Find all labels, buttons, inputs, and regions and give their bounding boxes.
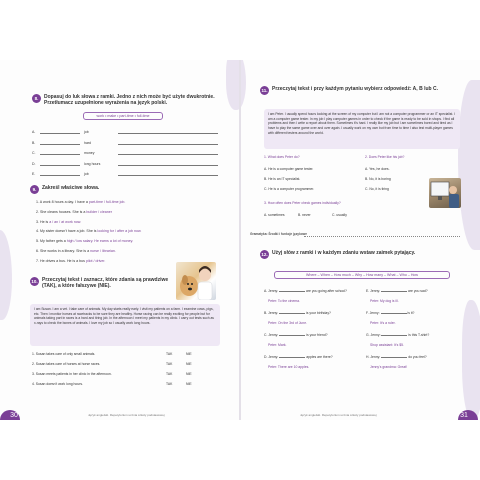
answer-option[interactable]: B. No, it is boring	[365, 177, 391, 181]
item-letter: A.	[32, 130, 36, 134]
answer-blank[interactable]	[279, 355, 305, 358]
exercise-8-header	[32, 94, 232, 106]
tak-option[interactable]: TAK	[166, 352, 173, 356]
answer-line: Peter: To the cinema.	[268, 299, 300, 303]
nie-option[interactable]: NIE	[186, 382, 192, 386]
purple-wash	[462, 300, 480, 420]
translation-blank[interactable]	[118, 151, 218, 155]
choice-options[interactable]: pilot / driver.	[85, 258, 106, 263]
item-word: hard	[84, 140, 92, 145]
fill-in-row	[32, 130, 232, 134]
answer-blank[interactable]	[381, 289, 407, 292]
exercise-9-header	[30, 185, 230, 194]
speaker-label: H. Jenny:	[366, 355, 382, 359]
answer-blank[interactable]	[40, 172, 80, 176]
answer-line: Peter: Mark.	[268, 343, 287, 347]
purple-wash	[458, 80, 480, 250]
dialogue-text: do you feel?	[407, 355, 427, 359]
page-right	[240, 60, 480, 420]
answer-option[interactable]: B. He is an IT specialist.	[264, 177, 301, 181]
section-divider	[304, 236, 460, 237]
grammar-section-label: Gramatyka: Środki i funkcje językowe	[250, 232, 308, 236]
item-word: long hours	[84, 161, 101, 166]
exercise-12-header	[260, 250, 460, 259]
nie-option[interactable]: NIE	[186, 352, 192, 356]
tak-option[interactable]: TAK	[166, 362, 173, 366]
sentence-text: 6. She works in a library. She is a	[36, 248, 91, 253]
answer-blank[interactable]	[279, 333, 305, 336]
speaker-label: E. Jenny:	[366, 289, 382, 293]
item-word: job	[84, 172, 89, 176]
item-letter: D.	[32, 161, 36, 166]
page-number: 31	[460, 411, 468, 419]
nie-option[interactable]: NIE	[186, 372, 192, 376]
gamer-photo	[429, 178, 461, 208]
page-number: 30	[10, 411, 18, 419]
exercise-instruction: Użyj słów z ramki i w każdym zdaniu wstaw zaimek pytający.	[272, 250, 416, 256]
true-false-statement: 3. Susan meets patients in her clinic in the afternoon.	[32, 372, 112, 376]
reading-text-panel: I am Peter. I usually spend hours looking at the screen of my computer but I am not a computer programmer or an IT specialist. I am a computer game tester. In my job I play computer games in order to check if the game is ready to be sold in shops. I find all problems and then I write a report about them. Sometimes it's hard. I really like my job but I am sometimes bored and tired as I have to play the same game over and over again. I usually work on my own but from time to time I also test multi-player games with different testers around the world.	[264, 109, 460, 149]
page-left	[0, 60, 240, 420]
choice-options[interactable]: looking for / after a job now.	[97, 229, 142, 234]
true-false-statement: 2. Susan takes care of horses at horse races.	[32, 362, 101, 366]
sentence-item	[36, 200, 206, 205]
translation-blank[interactable]	[118, 162, 218, 166]
sentence-item	[36, 220, 206, 225]
answer-line: Peter: There are 10 apples.	[268, 365, 310, 369]
answer-option[interactable]: C. usually	[332, 213, 347, 217]
translation-blank[interactable]	[118, 172, 218, 176]
speaker-label: F. Jenny:	[366, 311, 381, 315]
page-footer: Język angielski. Repetytorium ucznia szkoły podstawowej	[300, 413, 377, 417]
choice-options[interactable]: high / low salary. He earns a lot of money.	[66, 239, 134, 244]
exercise-instruction: Zakreśl właściwe słowa.	[42, 185, 100, 191]
choice-options[interactable]: nurse / librarian.	[90, 248, 116, 253]
answer-line: Peter: On the 3rd of June.	[268, 321, 308, 325]
answer-line: Peter: My dog is ill.	[370, 299, 399, 303]
sentence-text: 2. She cleans houses. She is a	[36, 209, 87, 214]
exercise-instruction: Przeczytaj tekst i przy każdym pytaniu wybierz odpowiedź: A, B lub C.	[272, 86, 438, 92]
answer-line: Shop assistant: It's $5.	[370, 343, 405, 347]
dialogue-line	[264, 289, 356, 294]
speaker-label: G. Jenny:	[366, 333, 382, 337]
sentence-text: 4. My sister doesn't have a job. She is	[36, 229, 98, 234]
question-text: 2. Does Peter like his job?	[365, 155, 405, 159]
dialogue-text: is this T-shirt?	[407, 333, 430, 337]
item-letter: E.	[32, 172, 36, 176]
page-footer: Język angielski. Repetytorium ucznia szkoły podstawowej	[88, 413, 165, 417]
exercise-number: 11.	[261, 88, 268, 93]
word-box: work • make • part-time • full-time	[83, 112, 163, 120]
dialogue-line	[264, 355, 356, 360]
dialogue-line	[264, 311, 356, 316]
nie-option[interactable]: NIE	[186, 362, 192, 366]
item-letter: B.	[32, 140, 36, 145]
answer-option[interactable]: C. No, it is tiring	[365, 187, 389, 191]
true-false-statement: 4. Susan doesn't work long hours.	[32, 382, 83, 386]
exercise-number: 9.	[30, 185, 39, 194]
sentence-text: 3. He is	[36, 219, 50, 224]
dialogue-line	[264, 333, 356, 338]
translation-blank[interactable]	[118, 130, 218, 134]
sentence-item	[36, 249, 206, 254]
answer-option[interactable]: A. sometimes	[264, 213, 285, 217]
answer-line: Jenny's grandma: Great!	[370, 365, 408, 369]
choice-options[interactable]: a / an / at work now.	[49, 219, 82, 224]
dialogue-text: is your birthday?	[305, 311, 331, 315]
sentence-text: 5. My father gets a	[36, 239, 67, 244]
answer-blank[interactable]	[279, 311, 305, 314]
item-letter: C.	[32, 151, 36, 155]
speaker-label: A. Jenny:	[264, 289, 280, 293]
dialogue-text: is your friend?	[305, 333, 328, 337]
sentence-item	[36, 229, 206, 234]
answer-blank[interactable]	[279, 289, 305, 292]
sentence-item	[36, 239, 206, 244]
dialogue-text: is it?	[406, 311, 415, 315]
dialogue-line	[366, 333, 458, 338]
answer-blank[interactable]	[40, 130, 80, 134]
book-spread	[0, 60, 480, 420]
page-number-badge	[0, 410, 20, 420]
answer-option[interactable]: A. Yes, he does.	[365, 167, 390, 171]
fill-in-row	[32, 141, 232, 145]
fill-in-row	[32, 162, 232, 166]
tak-option[interactable]: TAK	[166, 382, 173, 386]
dialogue-line	[366, 355, 458, 360]
question-text: 3. How often does Peter check games individually?	[264, 201, 341, 205]
exercise-number: 8.	[32, 94, 41, 103]
sentence-item	[36, 210, 206, 215]
exercise-instruction: Przeczytaj tekst i zaznacz, które zdania są prawdziwe (TAK), a które fałszywe (NIE).	[42, 277, 169, 289]
true-false-statement: 1. Susan takes care of only small animals.	[32, 352, 96, 356]
answer-blank[interactable]	[40, 141, 80, 145]
sentence-text: 1. A work 8 hours a day. I have a	[36, 200, 89, 204]
answer-blank[interactable]	[40, 162, 80, 166]
dialogue-text: are you going after school?	[305, 289, 347, 293]
sentence-text: 7. He drives a bus. He is a bus	[36, 258, 86, 263]
fill-in-row	[32, 151, 232, 155]
dialogue-text: are you sad?	[407, 289, 428, 293]
choice-options[interactable]: part-time / full-time job.	[88, 200, 126, 204]
vet-dog-illustration	[176, 262, 216, 300]
translation-blank[interactable]	[118, 141, 218, 145]
exercise-9-list	[36, 200, 206, 269]
word-box: Where – When – How much – Why – How many – What – Who – How	[274, 271, 450, 279]
exercise-number: 12.	[261, 252, 268, 257]
question-text: 1. What does Peter do?	[264, 155, 300, 159]
speaker-label: B. Jenny:	[264, 311, 280, 315]
answer-blank[interactable]	[40, 151, 80, 155]
speaker-label: C. Jenny:	[264, 333, 280, 337]
answer-option[interactable]: A. He is a computer game tester.	[264, 167, 314, 171]
answer-line: Peter: It's a ruler.	[370, 321, 396, 325]
exercise-11-header	[260, 86, 440, 95]
answer-blank[interactable]	[381, 333, 407, 336]
purple-wash	[0, 230, 12, 320]
reading-text-panel: I am Susan. I am a vet. I take care of animals. My day starts really early. I visit my patients on a farm. I examine cows, pigs, etc. Then I monitor horses at racetracks to be sure they are healthy. Horse racing can be really exciting for people but for animals taking part in races is a hard and tiring job. In the afternoon I meet my patients in my clinic. I carry out tests such as x-rays to check the bones of animals. I love my job so I usually work long hours.	[30, 304, 220, 346]
exercise-number: 10.	[31, 279, 38, 284]
computer-illustration	[429, 178, 461, 208]
vet-with-dog-photo	[176, 262, 216, 300]
answer-blank[interactable]	[381, 355, 407, 358]
answer-option[interactable]: C. He is a computer programmer.	[264, 187, 315, 191]
tak-option[interactable]: TAK	[166, 372, 173, 376]
dialogue-text: apples are there?	[305, 355, 333, 359]
dialogue-line	[366, 289, 458, 294]
item-word: money	[84, 151, 95, 155]
dialogue-line	[366, 311, 458, 316]
answer-blank[interactable]	[381, 311, 407, 314]
speaker-label: D. Jenny:	[264, 355, 280, 359]
choice-options[interactable]: builder / cleaner	[86, 209, 112, 214]
answer-option[interactable]: B. never	[298, 213, 311, 217]
item-word: job	[84, 130, 89, 134]
fill-in-row	[32, 172, 232, 176]
exercise-10-header	[30, 277, 180, 289]
exercise-instruction: Dopasuj do luk słowa z ramki. Jedno z nich może być użyte dwukrotnie. Przetłumacz uzupełnione wyrażenia na język polski.	[44, 94, 215, 106]
